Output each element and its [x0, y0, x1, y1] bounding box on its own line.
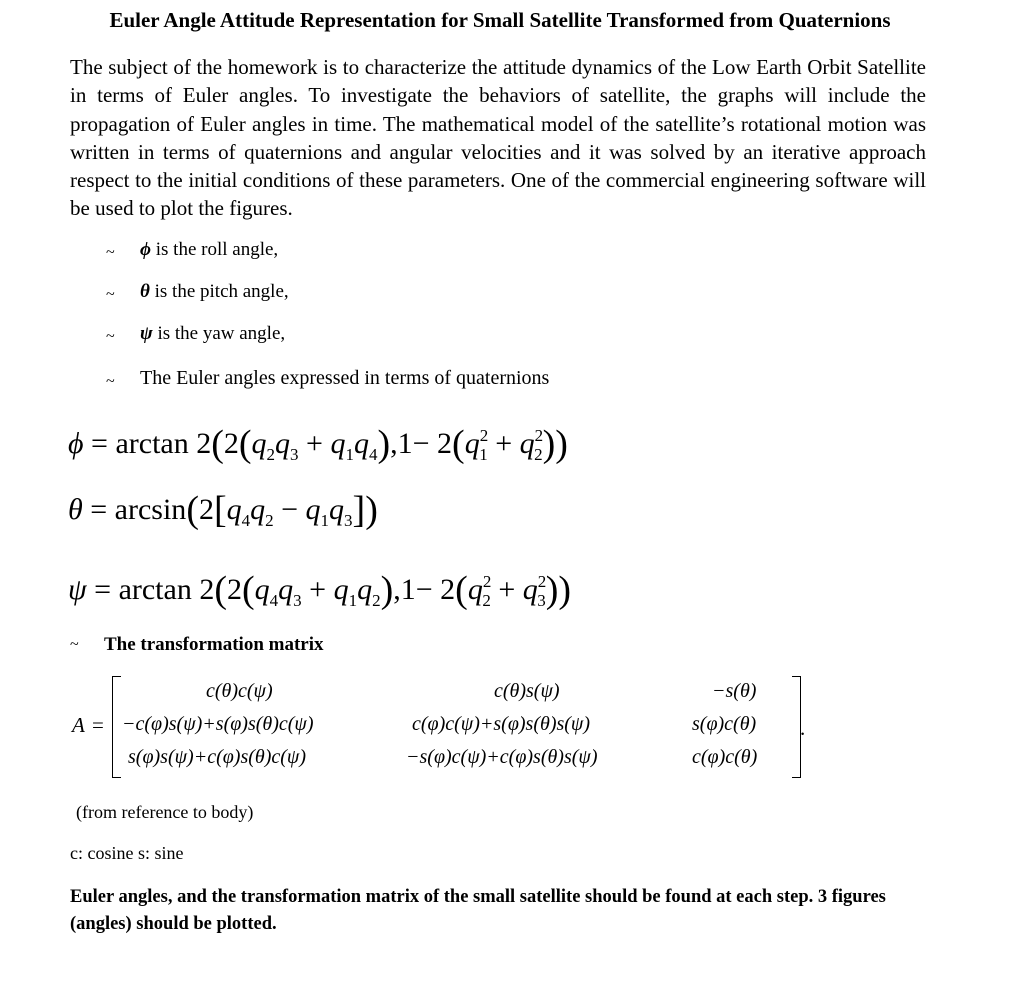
matrix-left-bracket — [112, 676, 121, 778]
matrix-equals: = — [92, 713, 104, 737]
bullet-yaw — [140, 323, 285, 345]
phi-symbol: ϕ — [140, 239, 151, 260]
bullet-roll-text: is the roll angle, — [155, 239, 279, 260]
equation-theta-lhs: θ — [68, 493, 83, 526]
arctan2-fn: arctan 2 — [115, 427, 212, 460]
transformation-matrix — [72, 676, 812, 778]
equation-phi-lhs: ϕ — [68, 427, 84, 460]
matrix-cell: c(θ)s(ψ) — [494, 680, 560, 702]
matrix-cell: c(φ)c(ψ)+s(φ)s(θ)s(ψ) — [412, 713, 590, 735]
arcsin-fn: arcsin — [114, 493, 187, 526]
equation-theta: $\theta = \arcsin(2[q_4q_2 - q_1q_3])$ — [68, 489, 378, 531]
matrix-cell: s(φ)c(θ) — [692, 713, 757, 735]
equation-psi-lhs: ψ — [68, 573, 87, 606]
theta-symbol: θ — [140, 281, 150, 302]
matrix-period: . — [800, 716, 806, 740]
psi-symbol: ψ — [140, 323, 153, 344]
bullet-marker: ~ — [106, 373, 115, 390]
bullet-marker: ~ — [106, 244, 115, 261]
bullet-euler-quaternions: The Euler angles expressed in terms of quaternions — [140, 367, 550, 389]
arctan2-fn: arctan 2 — [118, 573, 215, 606]
bullet-marker: ~ — [70, 636, 79, 653]
bullet-marker: ~ — [106, 328, 115, 345]
matrix-cell: −s(θ) — [712, 680, 757, 702]
final-statement: Euler angles, and the transformation matrix of the small satellite should be found at each step. 3 figures (angles) should be plotted. — [70, 887, 886, 934]
matrix-cell: c(θ)c(ψ) — [206, 680, 273, 702]
matrix-cell: c(φ)c(θ) — [692, 746, 758, 768]
equation-phi: $\phi = \arctan 2(2(q_2q_3 + q_1q_4),1- 2(q^2_1 + q^2_2))$ — [68, 423, 568, 465]
bullet-pitch — [140, 281, 289, 303]
bullet-yaw-text: is the yaw angle, — [157, 323, 286, 344]
equation-psi: $\psi = \arctan 2(2(q_4q_3 + q_1q_2),1- 2(q^2_2 + q^2_3))$ — [68, 569, 572, 611]
note-abbreviations: c: cosine s: sine — [70, 843, 184, 863]
matrix-cell: −s(φ)c(ψ)+c(φ)s(θ)s(ψ) — [406, 746, 598, 768]
matrix-label: A — [72, 713, 85, 737]
bullet-marker: ~ — [106, 286, 115, 303]
matrix-cell: s(φ)s(ψ)+c(φ)s(θ)c(ψ) — [128, 746, 306, 768]
transformation-matrix-heading: The transformation matrix — [104, 634, 324, 655]
intro-paragraph: The subject of the homework is to characterize the attitude dynamics of the Low Earth Orbit Satellite in terms of Euler angles. To investigate the behaviors of satellite, the graphs will include the propagation of Euler angles in time. The mathematical model of the satellite’s rotational motion was written in terms of quaternions and angular velocities and it was solved by an iterative approach respect to the initial conditions of these parameters. One of the commercial engineering software will be used to plot the figures. — [70, 55, 926, 221]
bullet-roll — [140, 239, 278, 261]
bullet-pitch-text: is the pitch angle, — [154, 281, 289, 302]
matrix-cell: −c(φ)s(ψ)+s(φ)s(θ)c(ψ) — [122, 713, 314, 735]
document-title: Euler Angle Attitude Representation for Small Satellite Transformed from Quaternions — [109, 8, 891, 32]
note-reference: (from reference to body) — [76, 802, 254, 822]
